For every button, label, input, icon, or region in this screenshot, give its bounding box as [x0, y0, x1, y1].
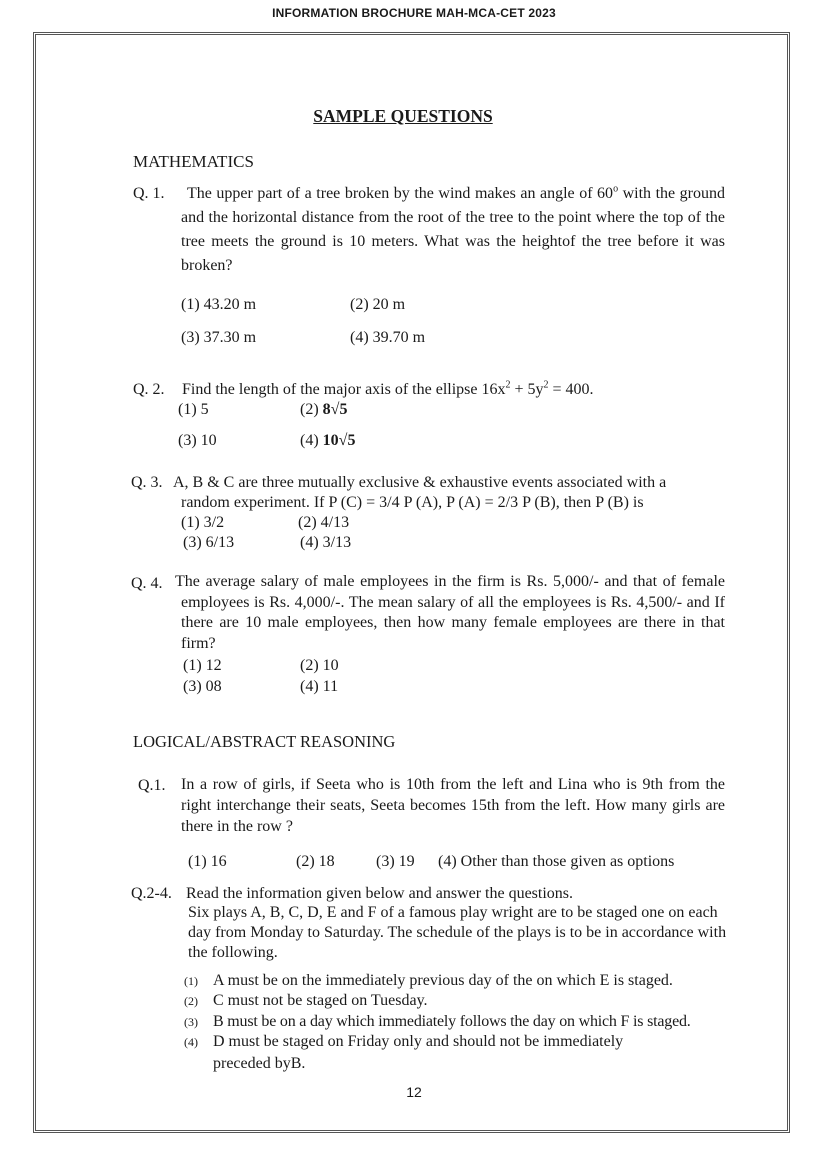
option-2[interactable]: (2) 20 m: [350, 296, 406, 313]
condition-number: (1): [184, 974, 198, 988]
condition-text: D must be staged on Friday only and should not be immediately: [213, 1033, 624, 1050]
condition-text: B must be on a day which immediately follows the day on which F is staged.: [213, 1013, 691, 1030]
option-1[interactable]: (1) 5: [178, 401, 209, 418]
question-number: Q. 1.: [133, 185, 165, 202]
page-title: SAMPLE QUESTIONS: [313, 106, 493, 126]
option-1[interactable]: (1) 16: [188, 853, 227, 870]
question-text: The average salary of male employees in the firm is Rs. 5,000/- and that of female employees is Rs. 4,000/-. The mean salary of all the employees is Rs. 4,500/- and If there are 10 male employees, then how many female employees are there in that firm?: [175, 573, 725, 652]
page-number: 12: [406, 1084, 422, 1100]
question-number: Q. 4.: [131, 575, 163, 592]
option-1[interactable]: (1) 3/2: [181, 514, 225, 531]
option-1[interactable]: (1) 12: [183, 657, 222, 674]
option-4[interactable]: (4) 11: [300, 678, 339, 695]
question-lead: Read the information given below and answer the questions.: [186, 885, 574, 902]
question-text-line-1: A, B & C are three mutually exclusive & exhaustive events associated with a: [173, 474, 667, 491]
question-text: Find the length of the major axis of the ellipse $16x^2 + 5y^2 = 400$.: [182, 379, 594, 398]
option-3[interactable]: (3) 37.30 m: [181, 329, 257, 346]
condition-number: (3): [184, 1015, 198, 1029]
question-number: Q.1.: [138, 777, 166, 794]
option-3[interactable]: (3) 19: [376, 853, 415, 870]
option-2[interactable]: (2) 8√5: [300, 401, 348, 418]
condition-text-continued: preceded byB.: [213, 1055, 306, 1072]
option-4[interactable]: (4) 10√5: [300, 432, 356, 449]
question-number: Q. 2.: [133, 381, 165, 398]
option-3[interactable]: (3) 10: [178, 432, 217, 449]
option-2[interactable]: (2) 4/13: [298, 514, 350, 531]
question-number: Q. 3.: [131, 474, 163, 491]
section-heading-reasoning: LOGICAL/ABSTRACT REASONING: [133, 732, 396, 751]
question-paragraph: Six plays A, B, C, D, E and F of a famous play wright are to be staged one on each day from Monday to Saturday. The schedule of the plays is to be in accordance with the following.: [188, 904, 727, 961]
question-text: The upper part of a tree broken by the wind makes an angle of 60$^o$ with the ground and the horizontal distance from the root of the tree to the point where the top of the tree meets the ground is 10 meters. What was the heightof the tree before it was broken?: [181, 183, 725, 274]
option-3[interactable]: (3) 08: [183, 678, 222, 695]
question-text: In a row of girls, if Seeta who is 10th from the left and Lina who is 9th from the right interchange their seats, Seeta becomes 15th from the left. How many girls are there in the row ?: [181, 776, 725, 835]
condition-number: (2): [184, 994, 198, 1008]
question-number: Q.2-4.: [131, 885, 172, 902]
section-heading-mathematics: MATHEMATICS: [133, 152, 254, 171]
condition-text: A must be on the immediately previous day of the on which E is staged.: [213, 972, 673, 989]
option-2[interactable]: (2) 18: [296, 853, 335, 870]
option-4[interactable]: (4) 3/13: [300, 534, 352, 551]
option-2[interactable]: (2) 10: [300, 657, 339, 674]
condition-number: (4): [184, 1035, 198, 1049]
condition-text: C must not be staged on Tuesday.: [213, 992, 428, 1009]
brochure-header: INFORMATION BROCHURE MAH-MCA-CET 2023: [272, 6, 556, 20]
question-text-line-2: random experiment. If P (C) = 3/4 P (A), P (A) = 2/3 P (B), then P (B) is: [181, 494, 644, 511]
option-3[interactable]: (3) 6/13: [183, 534, 235, 551]
option-1[interactable]: (1) 43.20 m: [181, 296, 257, 313]
option-4[interactable]: (4) 39.70 m: [350, 329, 426, 346]
option-4[interactable]: (4) Other than those given as options: [438, 853, 675, 870]
